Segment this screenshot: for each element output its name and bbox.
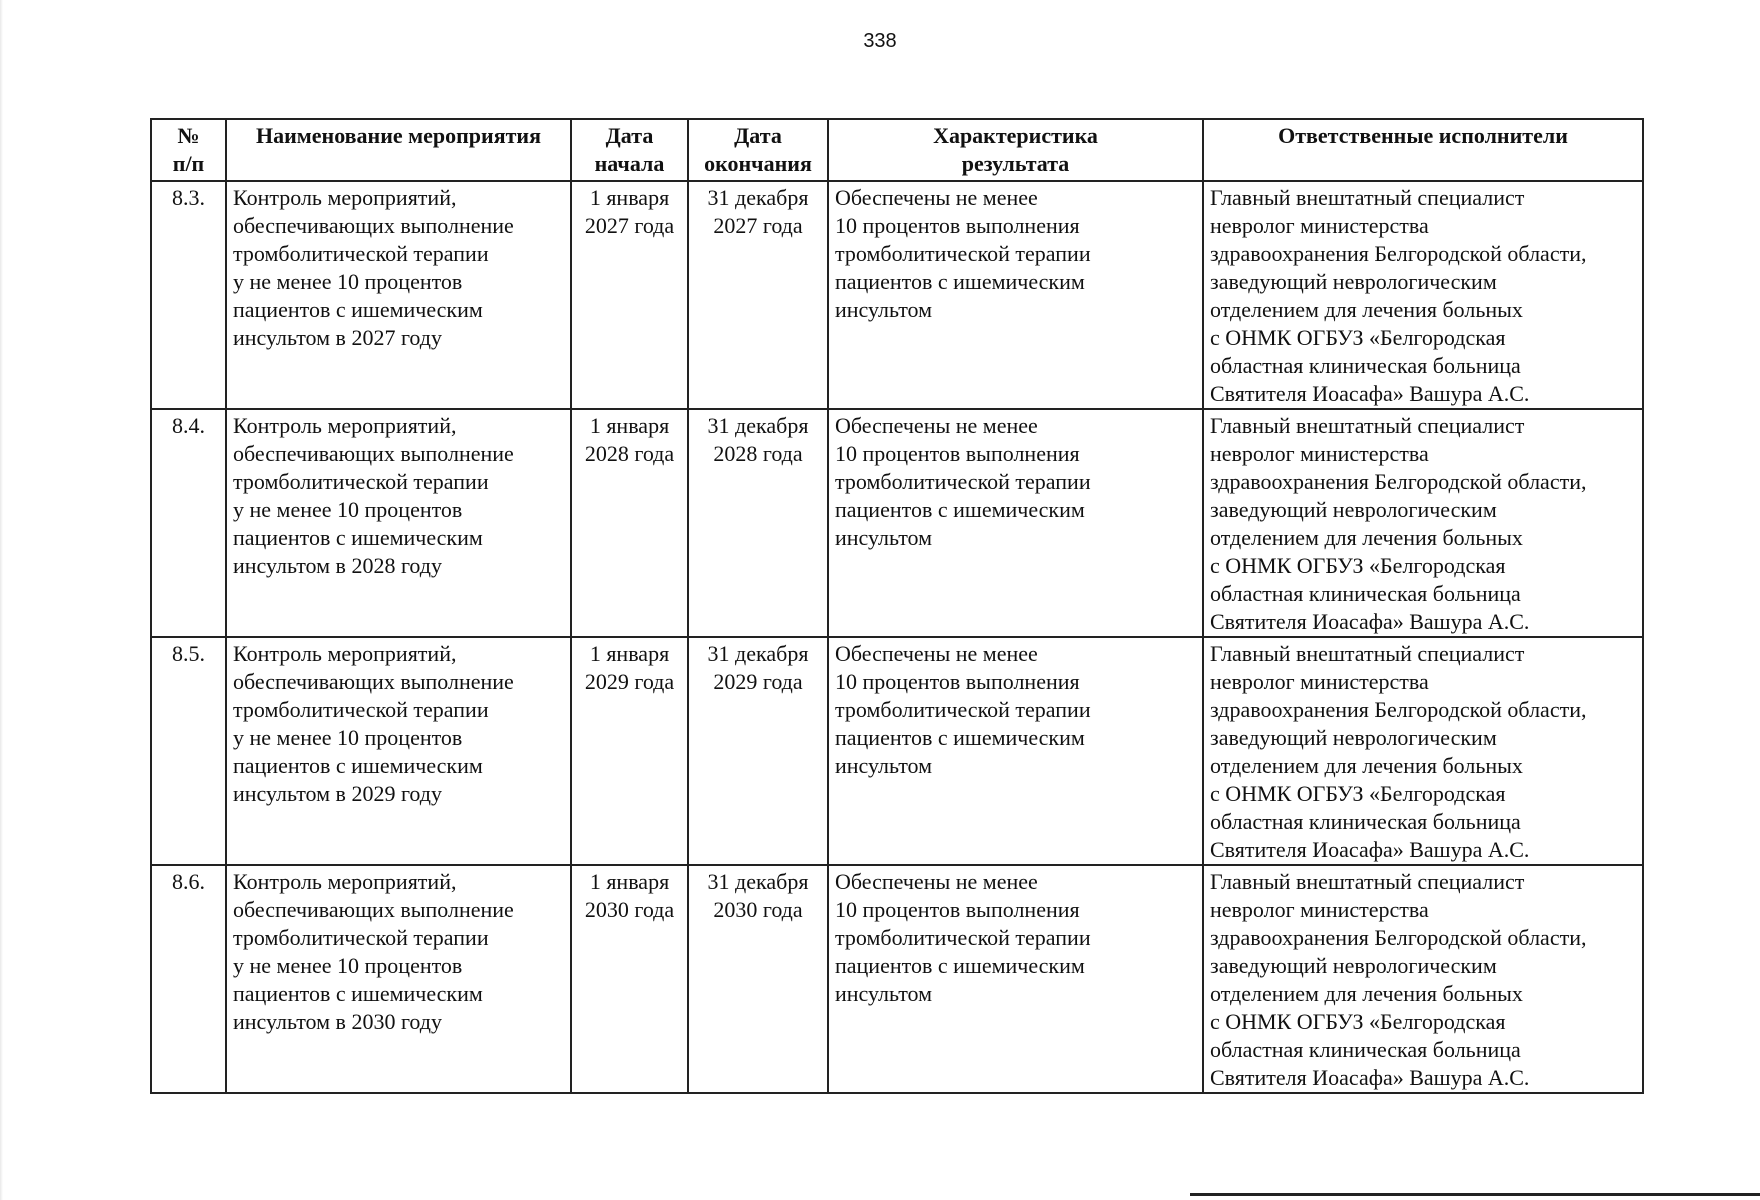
text-line: обеспечивающих выполнение [233,441,514,466]
cell-event-name [226,865,571,1093]
text-line: у не менее 10 процентов [233,953,463,978]
text-line: Характеристика [933,123,1098,148]
text-line: тромболитической терапии [835,697,1091,722]
text-line: 1 января [589,641,670,666]
text-line: отделением для лечения больных [1210,753,1523,778]
text-line: 10 процентов выполнения [835,897,1080,922]
scan-bottom-line [1190,1193,1760,1196]
cell-result [828,181,1203,409]
text-line: невролог министерства [1210,213,1429,238]
header-num [151,119,226,181]
text-line: тромболитической терапии [233,925,489,950]
table-row [151,409,1643,637]
text-line: Главный внештатный специалист [1210,413,1525,438]
text-line: Дата [605,123,654,148]
text-line: 10 процентов выполнения [835,213,1080,238]
text-line: Контроль мероприятий, [233,413,457,438]
text-line: заведующий неврологическим [1210,497,1497,522]
text-line: Ответственные исполнители [1278,123,1568,148]
text-line: 31 декабря [707,185,809,210]
cell-end-date [688,637,828,865]
text-line: отделением для лечения больных [1210,525,1523,550]
text-line: Обеспечены не менее [835,641,1038,666]
events-table [150,118,1644,1094]
text-line: здравоохранения Белгородской области, [1210,925,1587,950]
text-line: пациентов с ишемическим [835,269,1085,294]
text-line: 31 декабря [707,641,809,666]
text-line: Главный внештатный специалист [1210,641,1525,666]
table-header [151,119,1643,181]
text-line: обеспечивающих выполнение [233,897,514,922]
text-line: 1 января [589,413,670,438]
cell-end-date [688,865,828,1093]
text-line: у не менее 10 процентов [233,269,463,294]
cell-responsible [1203,409,1643,637]
text-line: Обеспечены не менее [835,413,1038,438]
text-line: невролог министерства [1210,441,1429,466]
text-line: 10 процентов выполнения [835,669,1080,694]
text-line: инсультом в 2027 году [233,325,442,350]
text-line: 2027 года [713,213,803,238]
text-line: тромболитической терапии [835,925,1091,950]
cell-start-date [571,865,688,1093]
cell-start-date [571,181,688,409]
text-line: Святителя Иоасафа» Вашура А.С. [1210,609,1530,634]
text-line: Святителя Иоасафа» Вашура А.С. [1210,381,1530,406]
text-line: 2030 года [584,897,675,922]
text-line: 31 декабря [707,413,809,438]
text-line: заведующий неврологическим [1210,725,1497,750]
cell-num: 8.5. [151,637,226,865]
text-line: отделением для лечения больных [1210,297,1523,322]
text-line: инсультом в 2028 году [233,553,442,578]
cell-num: 8.3. [151,181,226,409]
text-line: п/п [172,151,205,176]
text-line: результата [961,151,1070,176]
scan-edge [0,0,3,1200]
table-row [151,637,1643,865]
text-line: с ОНМК ОГБУЗ «Белгородская [1210,1009,1506,1034]
text-line: Контроль мероприятий, [233,869,457,894]
text-line: Обеспечены не менее [835,185,1038,210]
text-line: отделением для лечения больных [1210,981,1523,1006]
header-row [151,119,1643,181]
cell-responsible [1203,181,1643,409]
text-line: начала [594,151,665,176]
header-end-date [688,119,828,181]
text-line: Святителя Иоасафа» Вашура А.С. [1210,837,1530,862]
text-line: областная клиническая больница [1210,1037,1521,1062]
cell-result [828,865,1203,1093]
text-line: 31 декабря [707,869,809,894]
text-line: здравоохранения Белгородской области, [1210,469,1587,494]
text-line: у не менее 10 процентов [233,725,463,750]
text-line: 2029 года [584,669,675,694]
text-line: обеспечивающих выполнение [233,669,514,694]
cell-responsible [1203,865,1643,1093]
text-line: 2029 года [713,669,803,694]
cell-event-name [226,181,571,409]
text-line: инсультом [835,525,933,550]
text-line: с ОНМК ОГБУЗ «Белгородская [1210,553,1506,578]
text-line: обеспечивающих выполнение [233,213,514,238]
text-line: Обеспечены не менее [835,869,1038,894]
text-line: инсультом [835,297,933,322]
text-line: пациентов с ишемическим [233,753,483,778]
text-line: тромболитической терапии [835,241,1091,266]
text-line: 2030 года [713,897,803,922]
text-line: пациентов с ишемическим [233,525,483,550]
text-line: Главный внештатный специалист [1210,869,1525,894]
text-line: Главный внештатный специалист [1210,185,1525,210]
text-line: Святителя Иоасафа» Вашура А.С. [1210,1065,1530,1090]
cell-start-date [571,637,688,865]
text-line: невролог министерства [1210,669,1429,694]
text-line: заведующий неврологическим [1210,269,1497,294]
cell-start-date [571,409,688,637]
text-line: здравоохранения Белгородской области, [1210,697,1587,722]
cell-result [828,409,1203,637]
table-row [151,181,1643,409]
text-line: инсультом в 2029 году [233,781,442,806]
text-line: тромболитической терапии [835,469,1091,494]
text-line: Контроль мероприятий, [233,185,457,210]
text-line: 10 процентов выполнения [835,441,1080,466]
text-line: областная клиническая больница [1210,353,1521,378]
text-line: Дата [734,123,782,148]
text-line: 1 января [589,869,670,894]
text-line: областная клиническая больница [1210,809,1521,834]
text-line: инсультом [835,981,933,1006]
cell-responsible [1203,637,1643,865]
cell-end-date [688,181,828,409]
text-line: областная клиническая больница [1210,581,1521,606]
text-line: пациентов с ишемическим [835,953,1085,978]
text-line: 2027 года [584,213,675,238]
text-line: здравоохранения Белгородской области, [1210,241,1587,266]
header-name [226,119,571,181]
text-line: пациентов с ишемическим [233,297,483,322]
header-result [828,119,1203,181]
cell-num: 8.4. [151,409,226,637]
cell-num: 8.6. [151,865,226,1093]
text-line: тромболитической терапии [233,469,489,494]
text-line: невролог министерства [1210,897,1429,922]
text-line: 2028 года [713,441,803,466]
cell-end-date [688,409,828,637]
text-line: пациентов с ишемическим [233,981,483,1006]
table-body [151,181,1643,1093]
text-line: у не менее 10 процентов [233,497,463,522]
cell-result [828,637,1203,865]
cell-event-name [226,409,571,637]
text-line: тромболитической терапии [233,241,489,266]
header-start-date [571,119,688,181]
text-line: № [177,123,200,148]
table-row [151,865,1643,1093]
text-line: 1 января [589,185,670,210]
page-number: 338 [863,30,897,52]
text-line: заведующий неврологическим [1210,953,1497,978]
header-responsible [1203,119,1643,181]
cell-event-name [226,637,571,865]
text-line: инсультом [835,753,933,778]
text-line: 2028 года [584,441,675,466]
text-line: пациентов с ишемическим [835,725,1085,750]
text-line: Контроль мероприятий, [233,641,457,666]
text-line: инсультом в 2030 году [233,1009,442,1034]
text-line: с ОНМК ОГБУЗ «Белгородская [1210,781,1506,806]
text-line: пациентов с ишемическим [835,497,1085,522]
text-line: Наименование мероприятия [255,123,542,148]
text-line: окончания [704,151,812,176]
text-line: тромболитической терапии [233,697,489,722]
text-line: с ОНМК ОГБУЗ «Белгородская [1210,325,1506,350]
